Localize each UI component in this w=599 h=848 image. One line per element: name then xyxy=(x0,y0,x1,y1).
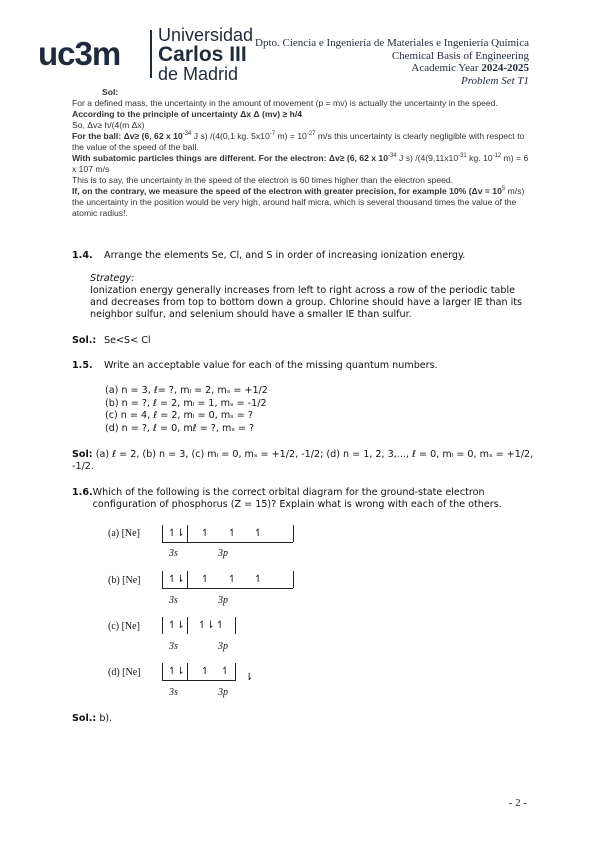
label-3s: 3s xyxy=(169,687,178,698)
orbital-3p-2: ↿ xyxy=(228,528,237,539)
label-3p: 3p xyxy=(218,595,228,606)
orbital-3p-1: ↿⇂ xyxy=(198,620,215,631)
label-3s: 3s xyxy=(169,641,178,652)
diagram-label: (a) [Ne] xyxy=(108,528,140,539)
list-item: (b) n = ?, ℓ = 2, mₗ = 1, mₛ = -1/2 xyxy=(105,397,267,409)
answer-label: Sol.: xyxy=(72,335,97,346)
orbital-diagrams xyxy=(108,525,268,705)
logo-divider xyxy=(150,30,152,78)
question-text: Arrange the elements Se, Cl, and S in order of increasing ionization energy. xyxy=(104,250,466,261)
question-number: 1.4. xyxy=(72,250,93,261)
label-3p: 3p xyxy=(218,641,228,652)
answer-1-5 xyxy=(72,449,534,473)
question-1-5 xyxy=(72,360,534,372)
orbital-divider xyxy=(235,617,236,634)
answer-text: (a) ℓ = 2, (b) n = 3, (c) mₗ = 0, mₛ = +1/2, -1/2; (d) n = 1, 2, 3,..., ℓ = 0, mₗ = 0, mₛ = +1/2, -1/2. xyxy=(72,449,534,472)
orbital-3p-3: ↿ xyxy=(254,574,263,585)
answer-label: Sol.: xyxy=(72,713,97,724)
answer-1-4 xyxy=(72,335,151,347)
diagram-label: (b) [Ne] xyxy=(108,575,141,586)
university-logo xyxy=(158,26,253,83)
solution-title: Sol: xyxy=(102,87,119,97)
label-3p: 3p xyxy=(218,548,228,559)
orbital-divider xyxy=(235,663,236,680)
orbital-divider xyxy=(187,571,188,588)
solution-paragraph: With subatomic particles things are different. For the electron: Δv≥ (6, 62 x $10^{-34}$ J s) $/(4(9,11x10^{-31}$ kg. $10^{-12}$ m) = 6 x 107 m/s xyxy=(72,153,529,174)
page-number: - 2 - xyxy=(508,797,527,809)
orbital-3p-2: ↿ xyxy=(228,574,237,585)
list-item: (a) n = 3, ℓ= ?, mₗ = 2, mₛ = +1/2 xyxy=(105,385,268,396)
solution-paragraph: For the ball: Δv≥ (6, 62 x $10^{-34}$ J s) /(4(0,1 kg. $5x10^{-7}$ $m) = 10^{-27}$ m/s this uncertainty is clearly negligible with respect to the value of the speed of the ball. xyxy=(72,131,525,152)
answer-text: b). xyxy=(99,713,113,724)
question-number: 1.6. xyxy=(72,487,93,498)
orbital-3p-3: ↿ xyxy=(254,528,263,539)
orbital-3s: ↿⇂ xyxy=(168,620,185,631)
diagram-label: (c) [Ne] xyxy=(108,621,140,632)
course-name: Chemical Basis of Engineering xyxy=(391,49,529,62)
solution-paragraph: According to the principle of uncertainty Δx Δ (mv) ≥ h/4 xyxy=(72,109,303,119)
list-item: (c) n = 4, ℓ = 2, mₗ = 0, mₛ = ? xyxy=(105,410,253,421)
label-3s: 3s xyxy=(169,595,178,606)
solution-paragraph: This is to say, the uncertainty in the speed of the electron is 60 times higher than the electron speed. xyxy=(72,175,454,185)
strategy xyxy=(90,273,530,321)
solution-paragraph: If, on the contrary, we measure the speed of the electron with greater precision, for example 10% ($\Delta v = 10^5$ m/s) the uncertainty in the position would be very high, around half micra, which is several thousand times the value of the atomic radius!. xyxy=(72,186,525,218)
orbital-divider xyxy=(187,525,188,542)
orbital-3s: ↿⇂ xyxy=(168,574,185,585)
question-1-6 xyxy=(72,487,534,511)
orbital-3p-1: ↿ xyxy=(201,574,210,585)
orbital-3s: ↿⇂ xyxy=(168,666,185,677)
question-number: 1.5. xyxy=(72,360,93,371)
problem-set: Problem Set T1 xyxy=(460,74,529,87)
logo-line-3: de Madrid xyxy=(158,64,239,84)
strategy-text: Ionization energy generally increases from left to right across a row of the periodic table and decreases from top to bottom down a group. Chlorine should have a larger IE than its neighbor sulfur, and selenium should have a smaller IE than sulfur. xyxy=(90,285,523,320)
solution-block xyxy=(72,87,534,219)
orbital-3s: ↿⇂ xyxy=(168,528,185,539)
orbital-3p-2: ↿ xyxy=(216,620,225,631)
orbital-3p-2: ↿ xyxy=(221,666,230,677)
solution-paragraph: So, Δv≥ h/(4(m Δx) xyxy=(72,120,145,130)
department: Dpto. Ciencia e Ingeniería de Materiales e Ingeniería Química xyxy=(255,37,529,49)
question-text: Which of the following is the correct orbital diagram for the ground-state electron configuration of phosphorus (Z = 15)? Explain what is wrong with each of the others. xyxy=(92,487,502,510)
orbital-baseline xyxy=(162,588,293,589)
orbital-divider xyxy=(187,663,188,680)
orbital-3p-3: ⇂ xyxy=(245,672,254,683)
diagram-label: (d) [Ne] xyxy=(108,667,141,678)
question-text: Write an acceptable value for each of the missing quantum numbers. xyxy=(104,360,438,371)
answer-1-6 xyxy=(72,713,112,725)
orbital-divider xyxy=(162,617,163,634)
strategy-label: Strategy: xyxy=(90,273,135,284)
orbital-3p-1: ↿ xyxy=(201,528,210,539)
orbital-3p-1: ↿ xyxy=(201,666,210,677)
orbital-baseline xyxy=(162,542,293,543)
question-1-4 xyxy=(72,250,534,262)
logo-line-1: Universidad xyxy=(158,25,254,45)
answer-label: Sol: xyxy=(72,449,93,460)
label-3s: 3s xyxy=(169,548,178,559)
quantum-number-list xyxy=(105,385,268,435)
page-header xyxy=(255,37,529,87)
solution-paragraph: For a defined mass, the uncertainty in the amount of movement (p = mv) is actually the uncertainty in the speed. xyxy=(72,98,498,108)
orbital-divider xyxy=(187,617,188,634)
academic-year: Academic Year 2024-2025 xyxy=(411,62,529,74)
logo-uc3m: uc3m xyxy=(38,35,121,72)
list-item: (d) n = ?, ℓ = 0, mℓ = ?, mₛ = ? xyxy=(105,422,255,434)
label-3p: 3p xyxy=(218,687,228,698)
logo-line-2: Carlos III xyxy=(158,43,247,66)
answer-text: Se<S< Cl xyxy=(104,335,151,346)
orbital-baseline xyxy=(162,680,236,681)
orbital-divider xyxy=(162,663,163,680)
